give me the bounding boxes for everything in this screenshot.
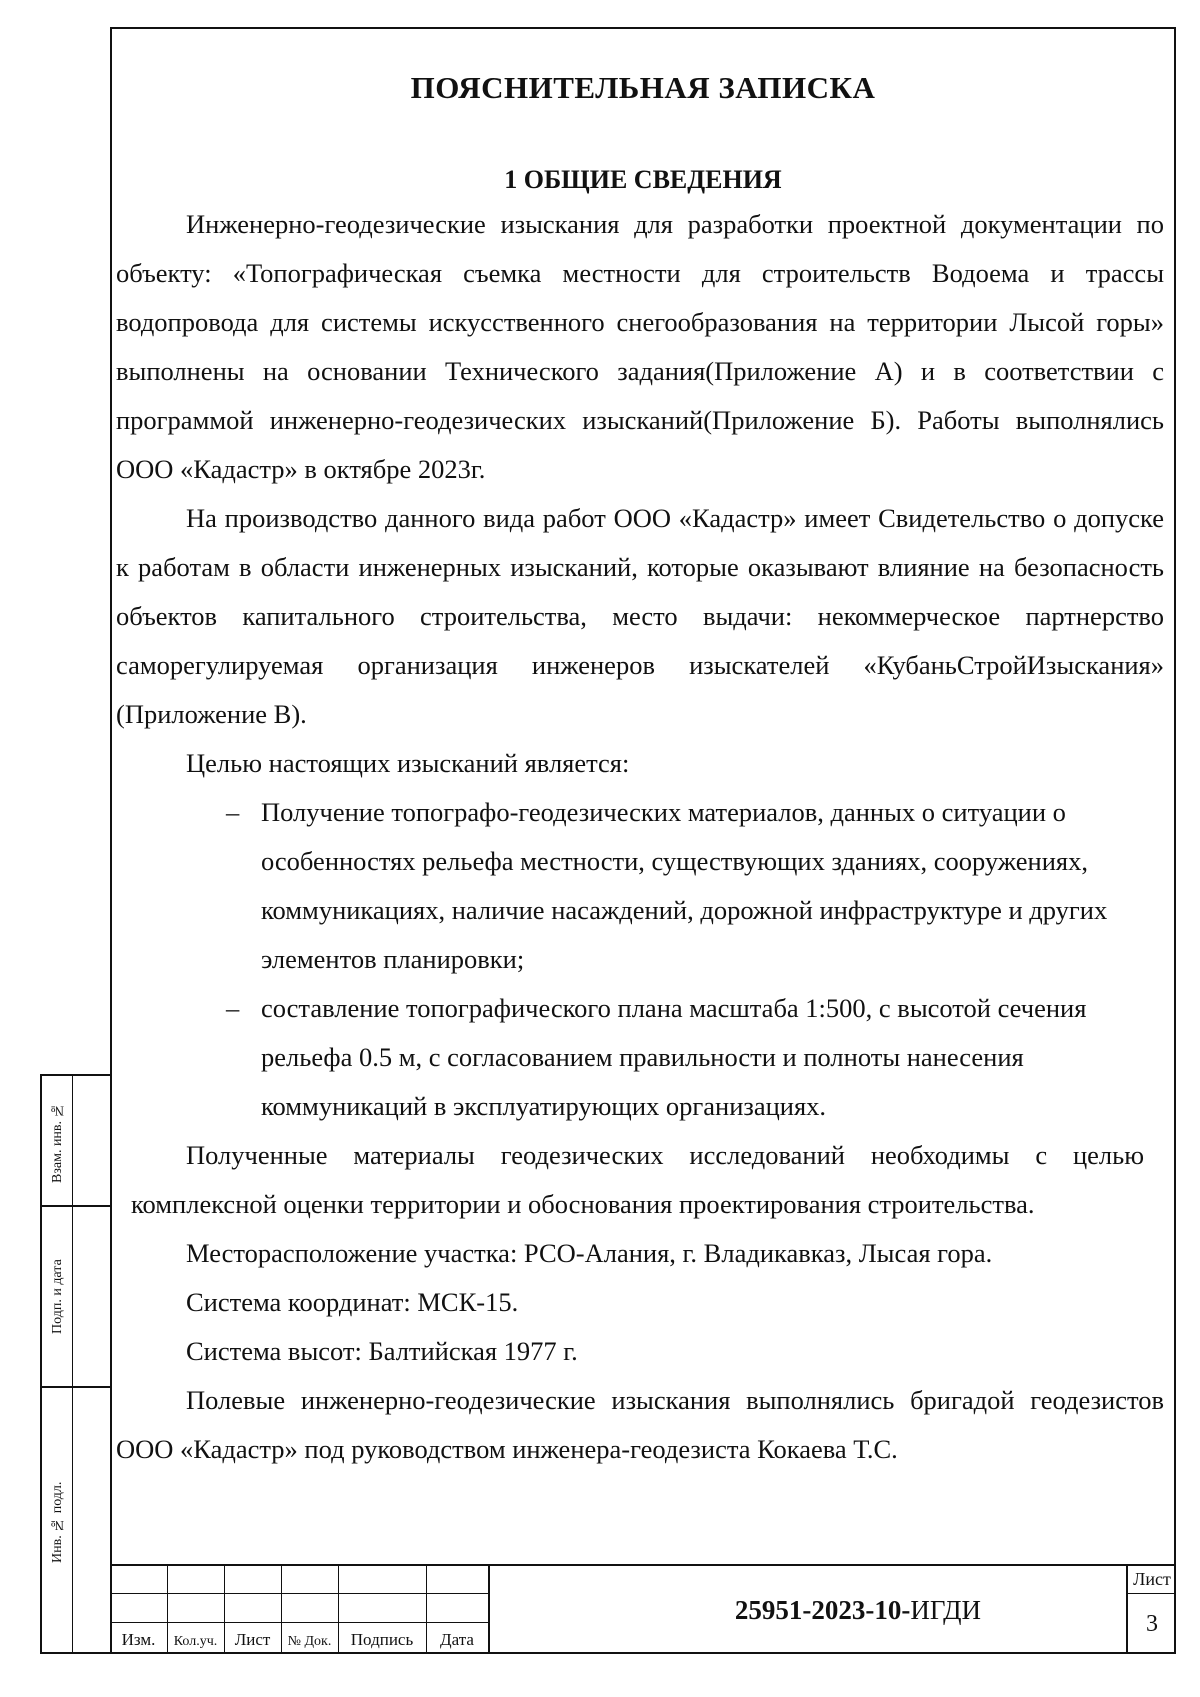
revision-table	[110, 1566, 490, 1654]
paragraph-3: Целью настоящих изысканий является:	[186, 748, 630, 778]
sheet-label: Лист	[1128, 1566, 1176, 1594]
document-title: ПОЯСНИТЕЛЬНАЯ ЗАПИСКА	[410, 70, 876, 105]
col-ndok: № Док.	[287, 1634, 332, 1649]
paragraph-2: На производство данного вида работ ООО «Кадастр» имеет Свидетельство о допуске к работам в области инженерных изысканий, которые оказывают влияние на безопасность объектов капитального строительства, место выдачи: некоммерческое партнерство саморегулируемая организация инженеров изыскателей «КубаньСтройИзыскания» (Приложение В).	[116, 503, 1164, 729]
side-stamp-inv	[40, 1386, 110, 1654]
body-text-upper	[116, 200, 1164, 1474]
bullet-text-2: составление топографического плана масштаба 1:500, с высотой сечения рельефа 0.5 м, с согласованием правильности и полноты нанесения коммуникаций в эксплуатирующих организациях.	[261, 993, 1087, 1121]
side-label-podp: Подп. и дата	[50, 1259, 65, 1334]
title-block	[110, 1564, 1176, 1654]
col-izm: Изм.	[121, 1630, 156, 1649]
bullet-marker: –	[226, 797, 240, 827]
list-item	[116, 984, 1164, 1131]
col-podpis: Подпись	[350, 1630, 414, 1649]
side-label-inv: Инв. № подл.	[50, 1481, 65, 1563]
document-code	[492, 1566, 1200, 1654]
paragraph-6: Система координат: МСК-15.	[186, 1287, 519, 1317]
bullet-marker: –	[226, 993, 240, 1023]
sheet-box	[1126, 1566, 1176, 1654]
document-code-number: 25951-2023-10-	[734, 1594, 911, 1625]
paragraph-5: Месторасположение участка: РСО-Алания, г. Владикавказ, Лысая гора.	[186, 1238, 993, 1268]
bullet-text-1: Получение топографо-геодезических материалов, данных о ситуации о особенностях рельефа местности, существующих зданиях, сооружениях, коммуникациях, наличие насаждений, дорожной инфраструктуре и других элементов планировки;	[261, 797, 1108, 974]
document-code-suffix: ИГДИ	[910, 1594, 982, 1625]
col-list: Лист	[234, 1630, 271, 1649]
col-koluch: Кол.уч.	[173, 1634, 218, 1649]
paragraph-1: Инженерно-геодезические изыскания для разработки проектной документации по объекту: «Топографическая съемка местности для строительств Водоема и трассы водопровода для системы искусственного снегообразования на территории Лысой горы» выполнены на основании Технического задания(Приложение А) и в соответствии с программой инженерно-геодезических изысканий(Приложение Б). Работы выполнялись ООО «Кадастр» в октябре 2023г.	[116, 209, 1164, 484]
sheet-number: 3	[1146, 1610, 1158, 1637]
paragraph-8: Полевые инженерно-геодезические изыскания выполнялись бригадой геодезистов ООО «Кадастр» под руководством инженера-геодезиста Кокаева Т.С.	[116, 1385, 1164, 1464]
col-data: Дата	[440, 1630, 474, 1649]
side-stamp-podp	[40, 1205, 110, 1388]
side-label-vzam: Взам. инв. №	[50, 1102, 65, 1183]
section-heading: 1 ОБЩИЕ СВЕДЕНИЯ	[504, 165, 782, 194]
paragraph-4: Полученные материалы геодезических исследований необходимы с целью комплексной оценки территории и обоснования проектирования строительства.	[131, 1140, 1144, 1219]
paragraph-7: Система высот: Балтийская 1977 г.	[186, 1336, 578, 1366]
list-item	[116, 788, 1164, 984]
side-stamp-vzam	[40, 1074, 110, 1207]
